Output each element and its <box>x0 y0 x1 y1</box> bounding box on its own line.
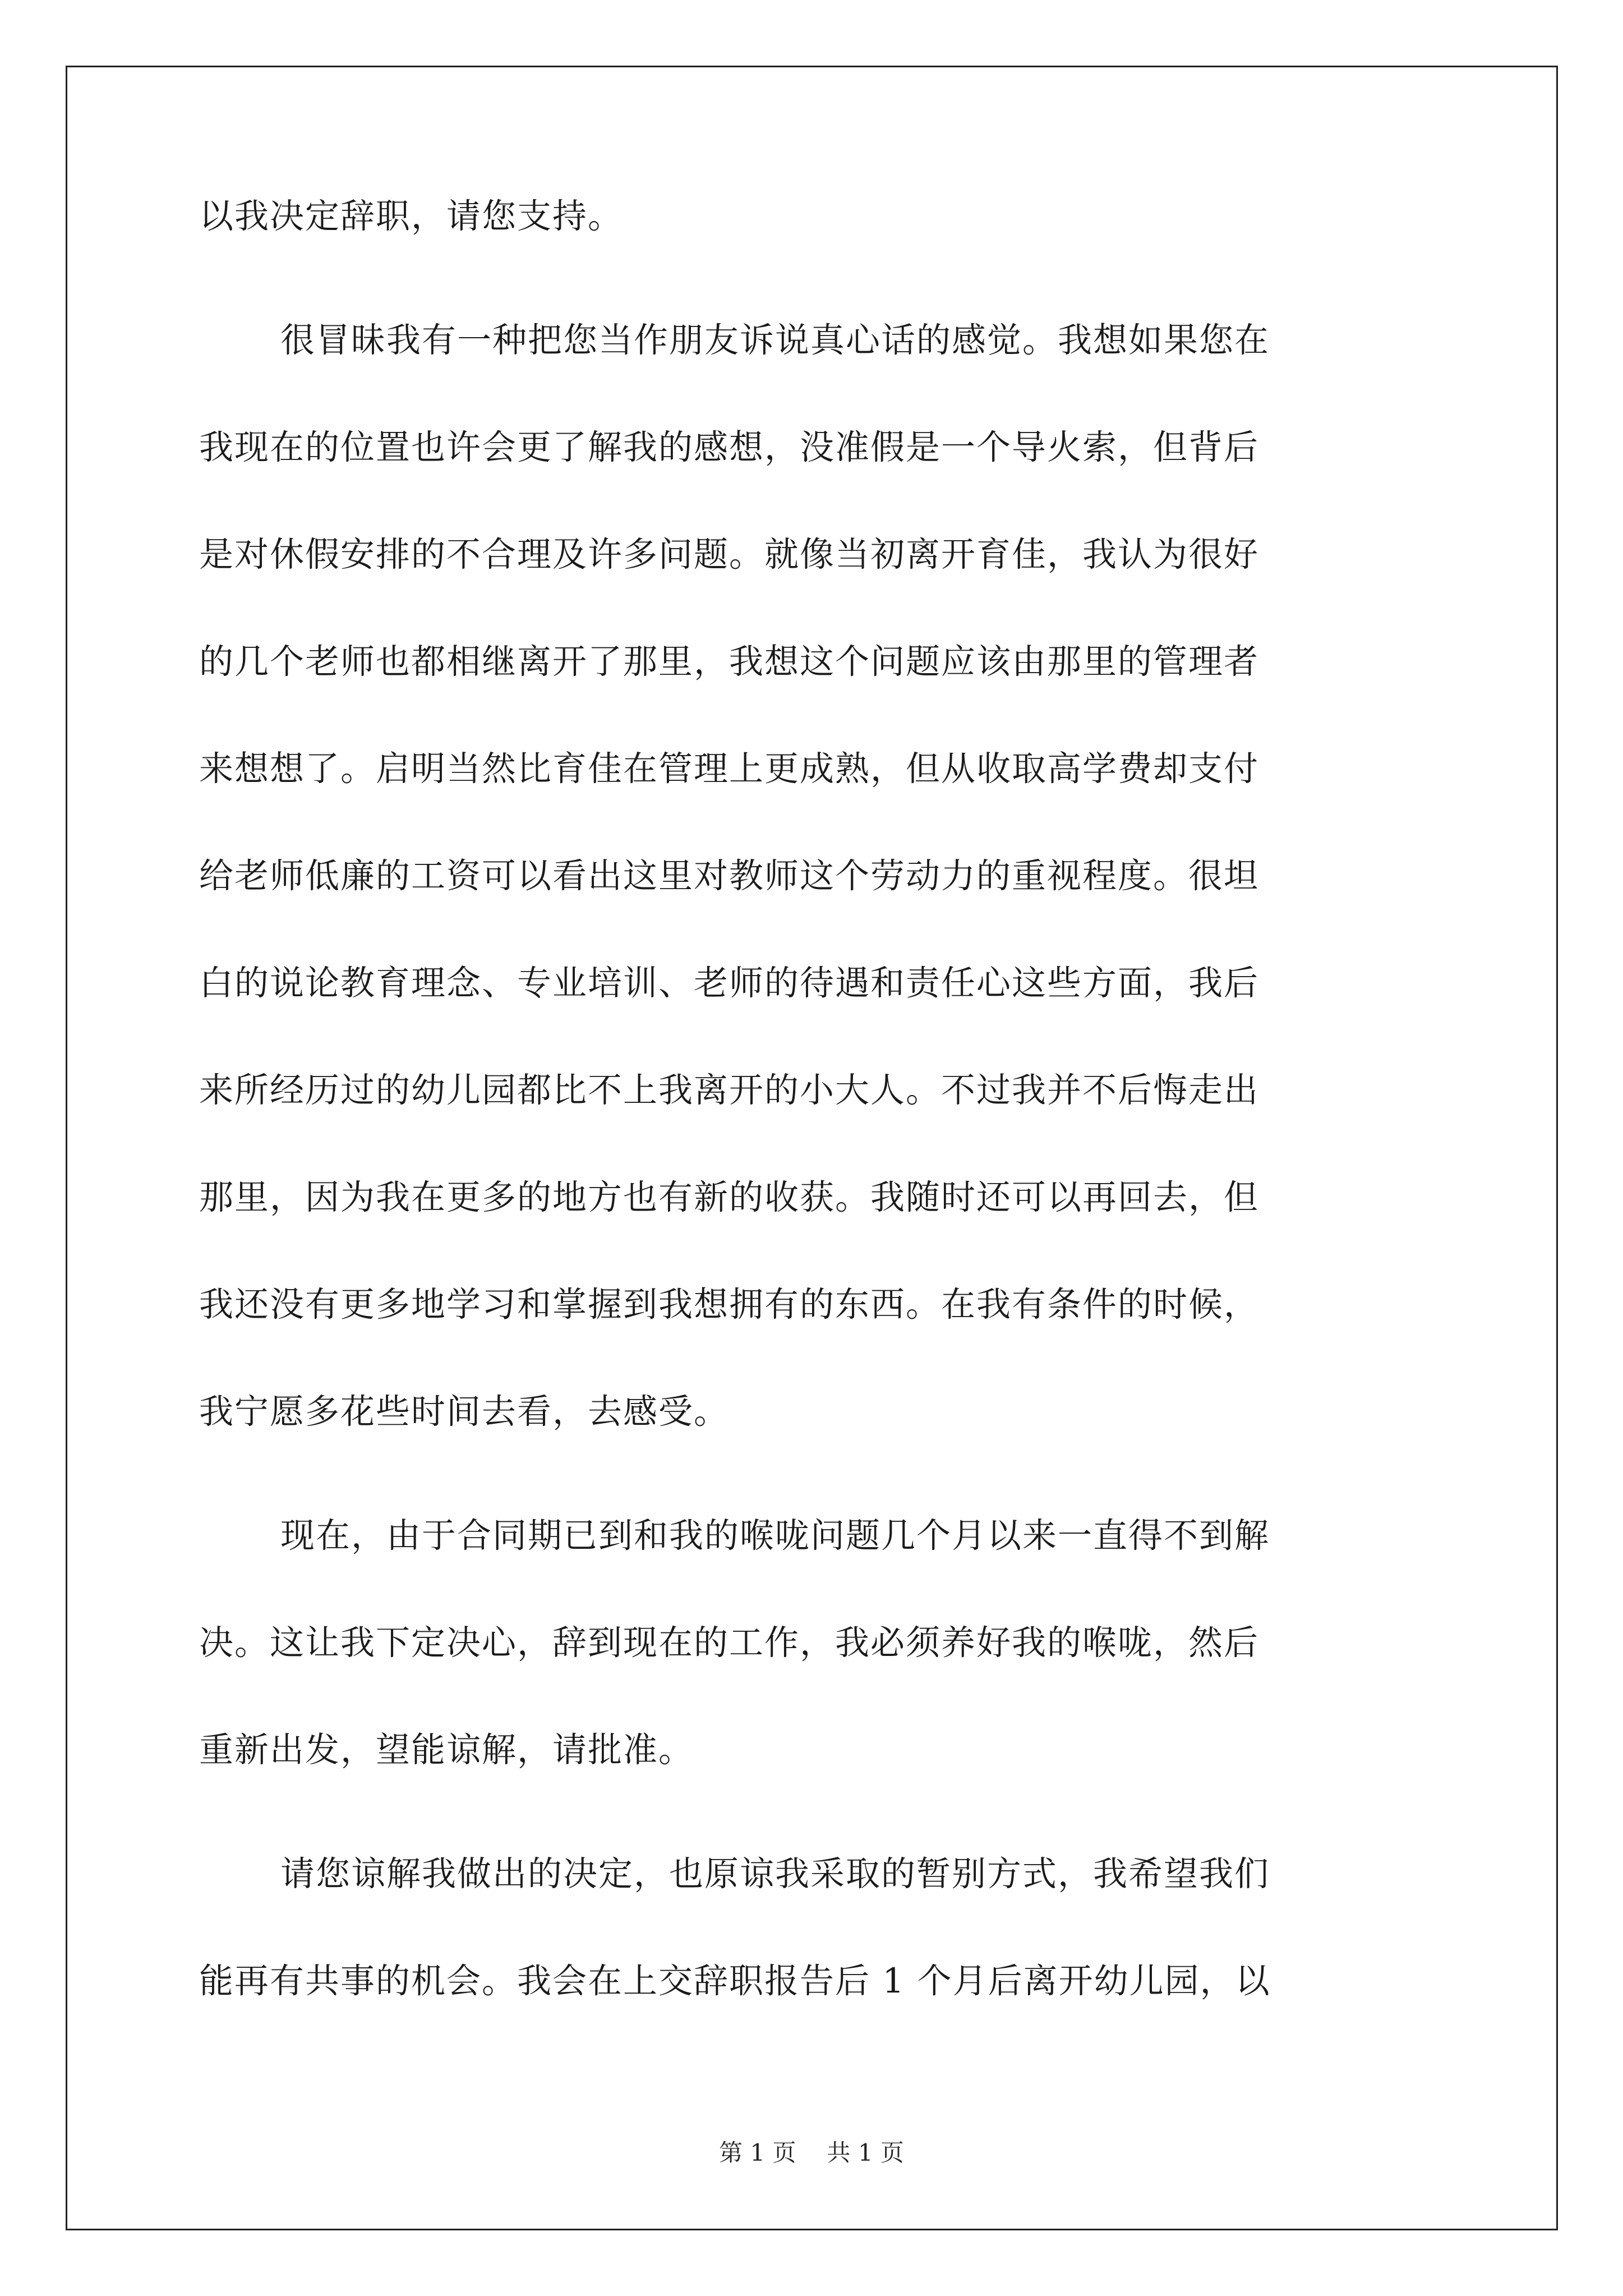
paragraph-2-line-11: 我宁愿多花些时间去看，去感受。 <box>199 1392 730 1432</box>
paragraph-1-line-1: 以我决定辞职，请您支持。 <box>199 196 624 236</box>
paragraph-4-line-1: 请您谅解我做出的决定，也原谅我采取的暂别方式，我希望我们 <box>280 1854 1270 1894</box>
paragraph-2-line-5: 来想想了。启明当然比育佳在管理上更成熟，但从收取高学费却支付 <box>199 749 1260 789</box>
paragraph-2-line-9: 那里，因为我在更多的地方也有新的收获。我随时还可以再回去，但 <box>199 1177 1260 1217</box>
paragraph-4-line-2: 能再有共事的机会。我会在上交辞职报告后 1 个月后离开幼儿园，以 <box>199 1961 1271 2001</box>
page-footer <box>0 2141 1623 2165</box>
paragraph-3-line-1: 现在，由于合同期已到和我的喉咙问题几个月以来一直得不到解 <box>280 1516 1270 1556</box>
document-body <box>199 196 1422 2001</box>
paragraph-2-line-6: 给老师低廉的工资可以看出这里对教师这个劳动力的重视程度。很坦 <box>199 856 1260 896</box>
page-total: 共 1 页 <box>827 2139 904 2166</box>
paragraph-2-line-8: 来所经历过的幼儿园都比不上我离开的小大人。不过我并不后悔走出 <box>199 1070 1260 1110</box>
paragraph-3-line-2: 决。这让我下定决心，辞到现在的工作，我必须养好我的喉咙，然后 <box>199 1623 1260 1663</box>
paragraph-2-line-2: 我现在的位置也许会更了解我的感想，没准假是一个导火索，但背后 <box>199 427 1260 467</box>
paragraph-2-line-3: 是对休假安排的不合理及许多问题。就像当初离开育佳，我认为很好 <box>199 535 1260 574</box>
paragraph-2-line-1: 很冒昧我有一种把您当作朋友诉说真心话的感觉。我想如果您在 <box>280 320 1270 360</box>
paragraph-2-line-7: 白的说论教育理念、专业培训、老师的待遇和责任心这些方面，我后 <box>199 963 1260 1003</box>
paragraph-2-line-4: 的几个老师也都相继离开了那里，我想这个问题应该由那里的管理者 <box>199 642 1260 682</box>
page-number: 第 1 页 <box>719 2139 796 2166</box>
paragraph-3-line-3: 重新出发，望能谅解，请批准。 <box>199 1730 694 1770</box>
paragraph-2-line-10: 我还没有更多地学习和掌握到我想拥有的东西。在我有条件的时候， <box>199 1285 1260 1324</box>
